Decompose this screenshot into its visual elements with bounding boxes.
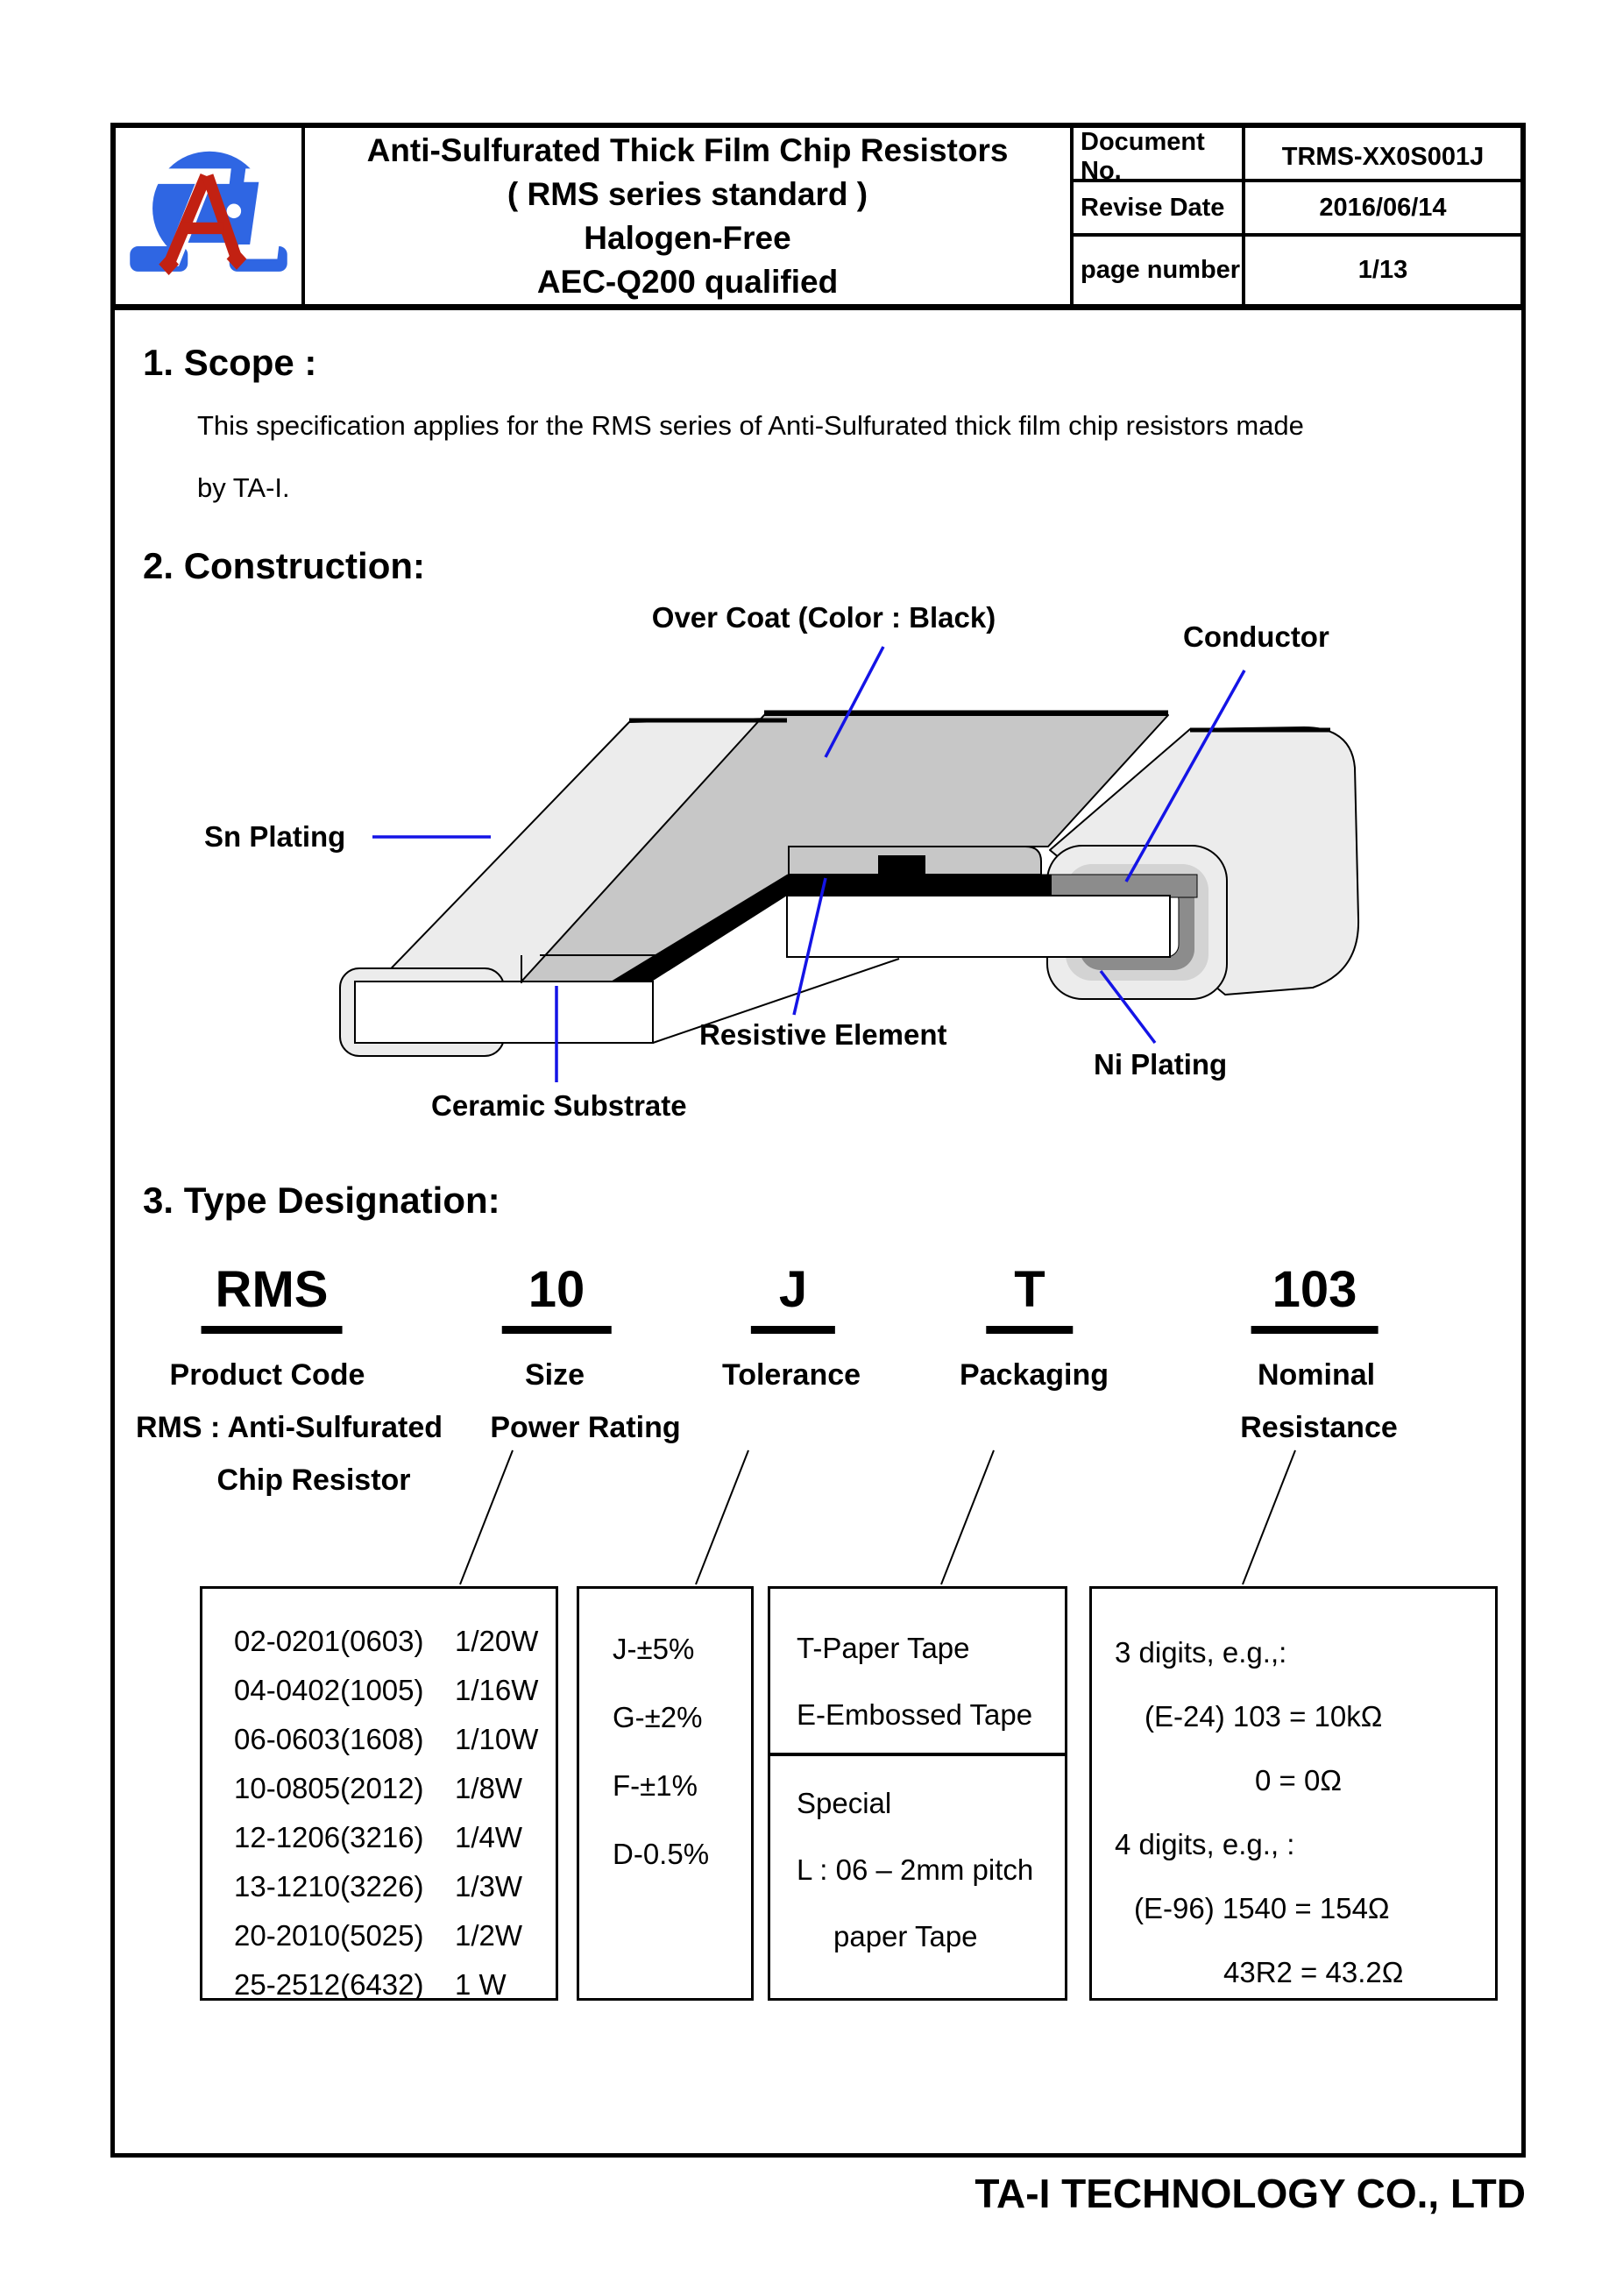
table-row: [202, 1911, 556, 1960]
meta-label: Revise Date: [1074, 182, 1245, 233]
chip-resistor-construction-diagram: [114, 596, 1516, 1166]
meta-row-revise-date: [1074, 182, 1520, 237]
packaging-special-option: L : 06 – 2mm pitch: [797, 1853, 1034, 1886]
table-row: [202, 1617, 556, 1666]
company-logo-icon: [123, 141, 294, 292]
size-code: 06-0603(1608): [234, 1723, 424, 1755]
packaging-option: E-Embossed Tape: [797, 1698, 1033, 1731]
packaging-table: [768, 1586, 1067, 2001]
title-line-2: ( RMS series standard ): [507, 176, 868, 212]
size-code: 12-1206(3216): [234, 1821, 424, 1853]
size-code: 20-2010(5025): [234, 1919, 424, 1952]
size-power-table: [200, 1586, 558, 2001]
nominal-resistance-table: [1089, 1586, 1498, 2001]
size-code: 25-2512(6432): [234, 1968, 424, 2001]
table-row: [202, 1715, 556, 1764]
title-line-4: AEC-Q200 qualified: [536, 264, 839, 300]
power-rating: 1/4W: [455, 1821, 523, 1853]
meta-value: 1/13: [1357, 256, 1408, 284]
resistance-example: (E-24) 103 = 10kΩ: [1145, 1700, 1383, 1733]
label-chip-resistor: Chip Resistor: [216, 1463, 411, 1497]
power-rating: 1 W: [455, 1968, 507, 2001]
pointer-lines: [114, 1442, 1516, 1591]
label-nominal: Nominal: [1257, 1358, 1376, 1392]
power-rating: 1/16W: [455, 1674, 539, 1706]
scope-line-2: by TA-I.: [197, 472, 290, 503]
table-row: [202, 1862, 556, 1911]
packaging-option: T-Paper Tape: [797, 1632, 970, 1664]
power-rating: 1/3W: [455, 1870, 523, 1903]
size-code: 10-0805(2012): [234, 1772, 424, 1804]
company-name: TA-I TECHNOLOGY CO., LTD: [975, 2171, 1526, 2216]
header-table: [110, 123, 1526, 310]
title-line-1: Anti-Sulfurated Thick Film Chip Resistors: [366, 132, 1009, 168]
tolerance-option: J-±5%: [613, 1633, 695, 1665]
packaging-special-option: paper Tape: [833, 1920, 978, 1952]
resistance-example: (E-96) 1540 = 154Ω: [1134, 1892, 1390, 1924]
label-ni-plating: Ni Plating: [1094, 1048, 1228, 1081]
power-rating: 1/20W: [455, 1625, 539, 1657]
tolerance-option: G-±2%: [613, 1701, 703, 1733]
tolerance-option: D-0.5%: [613, 1838, 710, 1870]
scope-paragraph: [197, 394, 1304, 519]
label-conductor: Conductor: [1183, 620, 1329, 653]
label-size: Size: [524, 1358, 585, 1392]
table-row: [202, 1960, 556, 2009]
label-sn-plating: Sn Plating: [204, 820, 346, 853]
resistance-example: 4 digits, e.g., :: [1115, 1828, 1295, 1860]
tolerance-table: [577, 1586, 754, 2001]
power-rating: 1/2W: [455, 1919, 523, 1952]
scope-line-1: This specification applies for the RMS series of Anti-Sulfurated thick film chip resistors made: [197, 410, 1304, 441]
meta-row-page-number: [1074, 237, 1520, 304]
document-meta-table: [1074, 128, 1520, 304]
code-tolerance: J: [751, 1260, 835, 1334]
label-packaging: Packaging: [959, 1358, 1109, 1392]
code-resistance: 103: [1251, 1260, 1378, 1334]
label-resistance: Resistance: [1240, 1411, 1398, 1444]
type-designation-heading: 3. Type Designation:: [143, 1180, 500, 1221]
packaging-special: [770, 1753, 1065, 1970]
table-row: [202, 1764, 556, 1813]
meta-label: page number: [1074, 237, 1245, 304]
meta-value: TRMS-XX0S001J: [1281, 142, 1485, 171]
label-resistive-element: Resistive Element: [699, 1018, 947, 1051]
size-code: 04-0402(1005): [234, 1674, 424, 1706]
size-code: 02-0201(0603): [234, 1625, 424, 1657]
construction-heading: 2. Construction:: [143, 545, 425, 586]
label-overcoat: Over Coat (Color : Black): [651, 601, 996, 634]
code-product: RMS: [202, 1260, 343, 1334]
logo-cell: [116, 128, 305, 304]
power-rating: 1/8W: [455, 1772, 523, 1804]
resistance-example: 43R2 = 43.2Ω: [1223, 1956, 1404, 1988]
label-ceramic-substrate: Ceramic Substrate: [431, 1089, 687, 1122]
code-size: 10: [502, 1260, 612, 1334]
packaging-special-title: Special: [797, 1787, 892, 1819]
title-line-3: Halogen-Free: [584, 220, 791, 256]
label-tolerance: Tolerance: [721, 1358, 861, 1392]
packaging-standard: [770, 1589, 1065, 1753]
power-rating: 1/10W: [455, 1723, 539, 1755]
meta-row-document-no: [1074, 128, 1520, 185]
resistance-example: 0 = 0Ω: [1255, 1764, 1342, 1796]
label-product-code: Product Code: [169, 1358, 365, 1392]
table-row: [202, 1666, 556, 1715]
label-anti-sulfurated: RMS : Anti-Sulfurated: [135, 1411, 443, 1444]
resistance-example: 3 digits, e.g.,:: [1115, 1636, 1287, 1669]
tolerance-option: F-±1%: [613, 1769, 698, 1802]
document-title: [305, 128, 1074, 304]
size-code: 13-1210(3226): [234, 1870, 424, 1903]
scope-heading: 1. Scope :: [143, 342, 317, 383]
label-power-rating: Power Rating: [490, 1411, 681, 1444]
table-row: [202, 1813, 556, 1862]
meta-label: Document No.: [1074, 128, 1245, 186]
code-packaging: T: [986, 1260, 1073, 1334]
meta-value: 2016/06/14: [1319, 193, 1447, 222]
